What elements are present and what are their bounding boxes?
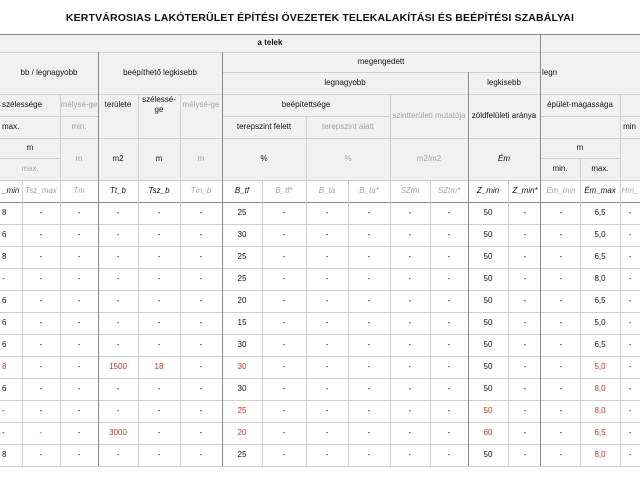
code-cell: B_tf* <box>275 186 293 195</box>
table-cell: 6 <box>2 340 7 349</box>
table-cell: - <box>523 450 527 459</box>
table-cell: - <box>559 274 563 283</box>
table-cell: - <box>447 296 451 305</box>
table-cell: 25 <box>237 450 247 459</box>
table-cell: 50 <box>483 450 493 459</box>
table-cell: - <box>39 406 43 415</box>
table-cell: - <box>39 296 43 305</box>
code-cell: B_ta <box>318 186 336 195</box>
table-cell: - <box>77 450 81 459</box>
table-cell: - <box>628 406 632 415</box>
table-cell: - <box>199 274 203 283</box>
table-cell: - <box>116 296 120 305</box>
table-cell: - <box>628 362 632 371</box>
table-cell: 6 <box>2 230 7 239</box>
table-cell: - <box>628 384 632 393</box>
unit-m-right: m <box>540 138 620 158</box>
table-cell: 6 <box>2 296 7 305</box>
table-cell: - <box>77 208 81 217</box>
table-cell: - <box>77 406 81 415</box>
unit-m2: m2 <box>98 138 138 180</box>
table-cell: - <box>367 406 371 415</box>
table-cell: - <box>367 450 371 459</box>
table-cell: 25 <box>237 406 247 415</box>
table-cell: 5,0 <box>594 318 606 327</box>
table-cell: - <box>408 450 412 459</box>
code-cell: Tm <box>73 186 85 195</box>
unit-m-depth: m <box>60 138 98 180</box>
table-cell: - <box>325 450 329 459</box>
table-cell: - <box>367 296 371 305</box>
table-cell: - <box>523 252 527 261</box>
table-cell: - <box>199 252 203 261</box>
header-megengedett: megengedett <box>222 52 540 72</box>
grid-line <box>540 116 640 117</box>
table-cell: - <box>523 208 527 217</box>
grid-line <box>60 94 61 466</box>
grid-line <box>0 202 640 203</box>
table-cell: - <box>39 318 43 327</box>
grid-line <box>0 334 640 335</box>
table-cell: - <box>628 296 632 305</box>
table-cell: - <box>39 450 43 459</box>
table-cell: - <box>408 318 412 327</box>
grid-line <box>390 94 391 466</box>
grid-line <box>180 94 181 466</box>
table-cell: - <box>408 340 412 349</box>
table-cell: - <box>408 296 412 305</box>
unit-m: m <box>0 138 60 158</box>
header-szelessege-2: szélessé-ge <box>138 94 180 116</box>
table-cell: - <box>408 230 412 239</box>
table-cell: 25 <box>237 252 247 261</box>
table-cell: 50 <box>483 252 493 261</box>
table-cell: 30 <box>237 340 247 349</box>
table-cell: - <box>628 252 632 261</box>
code-cell: Tsz_max <box>25 186 57 195</box>
table-cell: - <box>116 208 120 217</box>
table-cell: - <box>559 252 563 261</box>
unit-min-sub: min. <box>540 158 580 180</box>
unit-em: Ém <box>468 138 540 180</box>
table-cell: 50 <box>483 208 493 217</box>
unit-m2m2: m2/m2 <box>390 138 468 180</box>
table-cell: - <box>116 230 120 239</box>
table-cell: - <box>523 406 527 415</box>
grid-line <box>98 52 99 466</box>
grid-line <box>0 356 640 357</box>
table-cell: 30 <box>237 384 247 393</box>
header-legn: legn <box>540 52 640 94</box>
header-blank-5 <box>98 116 222 138</box>
table-cell: - <box>523 318 527 327</box>
table-cell: - <box>39 362 43 371</box>
table-cell: 25 <box>237 208 247 217</box>
table-cell: - <box>157 318 161 327</box>
table-cell: - <box>77 230 81 239</box>
table-cell: - <box>559 406 563 415</box>
table-cell: 30 <box>237 362 247 371</box>
table-cell: 8 <box>2 450 7 459</box>
table-cell: - <box>157 384 161 393</box>
table-cell: - <box>447 384 451 393</box>
grid-line <box>620 94 621 466</box>
table-cell: - <box>628 428 632 437</box>
table-cell: - <box>447 428 451 437</box>
table-cell: - <box>199 208 203 217</box>
grid-line <box>540 34 541 466</box>
grid-line <box>262 180 263 466</box>
table-cell: 20 <box>237 296 247 305</box>
table-cell: - <box>559 318 563 327</box>
header-szintteruleti: szintterületi mutatója <box>390 94 468 138</box>
table-cell: - <box>116 340 120 349</box>
table-cell: - <box>282 450 286 459</box>
table-cell: - <box>325 296 329 305</box>
table-cell: - <box>199 362 203 371</box>
table-cell: - <box>447 208 451 217</box>
grid-line <box>0 268 640 269</box>
table-cell: 6,5 <box>594 340 606 349</box>
grid-line <box>580 158 581 466</box>
code-cell: Tm_b <box>190 186 212 195</box>
table-cell: - <box>628 274 632 283</box>
table-cell: - <box>282 296 286 305</box>
table-cell: - <box>325 340 329 349</box>
table-cell: - <box>39 252 43 261</box>
table-cell: 8,0 <box>594 274 606 283</box>
code-cell: _min <box>2 186 20 195</box>
grid-line <box>0 246 640 247</box>
table-cell: - <box>367 428 371 437</box>
unit-m-bd: m <box>180 138 222 180</box>
table-cell: - <box>559 296 563 305</box>
code-cell: Tsz_b <box>148 186 170 195</box>
table-cell: - <box>2 428 5 437</box>
table-cell: - <box>282 208 286 217</box>
table-cell: - <box>559 428 563 437</box>
table-cell: - <box>325 274 329 283</box>
unit-max-sub-2: max. <box>580 158 620 180</box>
table-cell: - <box>559 384 563 393</box>
table-cell: - <box>282 274 286 283</box>
table-cell: 8 <box>2 208 7 217</box>
table-cell: 25 <box>237 274 247 283</box>
table-cell: - <box>77 362 81 371</box>
grid-line <box>138 94 139 466</box>
table-cell: - <box>367 252 371 261</box>
table-cell: - <box>282 340 286 349</box>
grid-line <box>0 116 98 117</box>
grid-line <box>0 158 60 159</box>
grid-line <box>0 138 640 139</box>
table-cell: - <box>116 406 120 415</box>
table-cell: - <box>157 340 161 349</box>
table-cell: - <box>157 428 161 437</box>
table-cell: - <box>367 208 371 217</box>
table-cell: - <box>157 230 161 239</box>
table-cell: 5,0 <box>594 362 606 371</box>
table-cell: - <box>447 362 451 371</box>
header-right-top <box>540 34 640 52</box>
table-cell: - <box>559 450 563 459</box>
table-cell: - <box>523 362 527 371</box>
table-cell: - <box>408 384 412 393</box>
grid-line <box>0 94 640 95</box>
grid-line <box>430 180 431 466</box>
table-cell: - <box>523 340 527 349</box>
table-cell: - <box>116 450 120 459</box>
grid-line <box>0 180 640 181</box>
grid-line <box>222 72 540 73</box>
header-legnagyobb: legnagyobb <box>222 72 468 94</box>
header-terepszint-felett: terepszint felett <box>222 116 306 138</box>
table-cell: 6 <box>2 318 7 327</box>
header-melysege: mélysé-ge <box>60 94 98 116</box>
header-beepitheto-legkisebb: beépíthető legkisebb <box>98 52 222 94</box>
code-cell: B_tf <box>234 186 250 195</box>
table-cell: - <box>408 362 412 371</box>
table-cell: - <box>157 252 161 261</box>
table-cell: - <box>282 230 286 239</box>
header-terulete: területe <box>98 94 138 116</box>
header-zoldfeluleti: zöldfelületi aránya <box>468 94 540 138</box>
table-cell: - <box>447 450 451 459</box>
table-cell: 50 <box>483 340 493 349</box>
unit-right-blank <box>620 138 640 180</box>
table-cell: 50 <box>483 362 493 371</box>
unit-pct-2: % <box>306 138 390 180</box>
table-cell: - <box>157 208 161 217</box>
grid-line <box>508 180 509 466</box>
code-cell: Ém_min <box>546 186 576 195</box>
table-cell: - <box>77 318 81 327</box>
table-cell: - <box>116 274 120 283</box>
table-cell: - <box>628 318 632 327</box>
table-cell: 50 <box>483 274 493 283</box>
grid-line <box>306 116 307 466</box>
table-cell: - <box>199 318 203 327</box>
table-cell: - <box>39 428 43 437</box>
table-cell: 3000 <box>109 428 127 437</box>
table-cell: 18 <box>154 362 164 371</box>
code-cell: Z_min* <box>512 186 538 195</box>
unit-max-sub: max. <box>0 158 60 180</box>
table-cell: 8,0 <box>594 450 606 459</box>
table-cell: - <box>77 428 81 437</box>
table-cell: 8 <box>2 362 7 371</box>
table-cell: - <box>367 362 371 371</box>
table-cell: 6,5 <box>594 208 606 217</box>
table-cell: - <box>628 340 632 349</box>
table-cell: - <box>325 208 329 217</box>
table-cell: 50 <box>483 296 493 305</box>
header-right-blank <box>620 94 640 116</box>
table-cell: - <box>77 296 81 305</box>
table-cell: - <box>157 296 161 305</box>
table-cell: 8 <box>2 252 7 261</box>
table-cell: - <box>39 230 43 239</box>
code-cell: Tt_b <box>109 186 126 195</box>
table-cell: - <box>367 274 371 283</box>
grid-line <box>0 466 640 467</box>
table-cell: - <box>282 318 286 327</box>
table-cell: - <box>559 208 563 217</box>
table-cell: - <box>282 384 286 393</box>
table-cell: - <box>325 252 329 261</box>
header-min: min. <box>60 116 98 138</box>
grid-line <box>22 180 23 466</box>
code-cell: SZtm <box>400 186 420 195</box>
table-cell: - <box>39 208 43 217</box>
table-cell: - <box>157 274 161 283</box>
grid-line <box>0 444 640 445</box>
table-cell: 6,5 <box>594 428 606 437</box>
table-cell: 1500 <box>109 362 127 371</box>
header-beepitettsege: beépítettsége <box>222 94 390 116</box>
grid-line <box>0 52 640 53</box>
table-cell: - <box>408 428 412 437</box>
table-cell: - <box>447 230 451 239</box>
table-cell: - <box>523 428 527 437</box>
grid-line <box>348 180 349 466</box>
table-cell: - <box>116 252 120 261</box>
table-cell: - <box>628 208 632 217</box>
table-cell: - <box>367 340 371 349</box>
table-cell: - <box>367 384 371 393</box>
table-cell: - <box>628 230 632 239</box>
table-cell: - <box>282 362 286 371</box>
table-cell: 50 <box>483 406 493 415</box>
table-cell: - <box>367 318 371 327</box>
header-epulet-magassaga: épület-magassága <box>540 94 620 116</box>
table-cell: 8,0 <box>594 406 606 415</box>
table-cell: - <box>199 428 203 437</box>
table-cell: - <box>408 406 412 415</box>
table-cell: - <box>408 208 412 217</box>
table-cell: - <box>282 428 286 437</box>
unit-pct: % <box>222 138 306 180</box>
table-cell: - <box>39 340 43 349</box>
unit-m-b: m <box>138 138 180 180</box>
table-cell: - <box>408 252 412 261</box>
table-cell: 50 <box>483 384 493 393</box>
table-cell: - <box>447 340 451 349</box>
header-legkisebb: legkisebb <box>468 72 540 94</box>
header-melysege-2: mélysé-ge <box>180 94 222 116</box>
table-cell: - <box>559 340 563 349</box>
code-cell: Z_min <box>476 186 500 195</box>
header-szelessege: szélessége <box>0 94 60 116</box>
table-cell: 8,0 <box>594 384 606 393</box>
table-cell: - <box>199 296 203 305</box>
table-cell: - <box>447 318 451 327</box>
table-cell: - <box>199 340 203 349</box>
table-cell: 50 <box>483 230 493 239</box>
table-cell: - <box>325 230 329 239</box>
table-cell: - <box>77 340 81 349</box>
table-cell: - <box>77 384 81 393</box>
header-a-telek: a telek <box>0 34 540 52</box>
table-cell: - <box>559 362 563 371</box>
grid-line <box>0 312 640 313</box>
table-cell: - <box>282 406 286 415</box>
table-cell: - <box>199 406 203 415</box>
table-cell: - <box>325 428 329 437</box>
table-cell: - <box>447 406 451 415</box>
table-cell: - <box>2 274 5 283</box>
table-cell: - <box>199 230 203 239</box>
table-cell: 60 <box>483 428 493 437</box>
code-cell: B_ta* <box>359 186 379 195</box>
table-cell: - <box>559 230 563 239</box>
grid-line <box>0 224 640 225</box>
grid-line <box>0 290 640 291</box>
table-cell: - <box>325 384 329 393</box>
table-cell: - <box>39 384 43 393</box>
table-cell: - <box>2 406 5 415</box>
table-cell: - <box>116 318 120 327</box>
table-cell: - <box>523 230 527 239</box>
header-legkisebb-legnagyobb: bb / legnagyobb <box>0 52 98 94</box>
table-cell: - <box>77 252 81 261</box>
table-cell: - <box>157 450 161 459</box>
table-cell: 20 <box>237 428 247 437</box>
header-terepszint-alatt: terepszint alatt <box>306 116 390 138</box>
table-cell: - <box>325 406 329 415</box>
grid-line <box>468 72 469 466</box>
table-cell: - <box>199 450 203 459</box>
table-cell: 6,5 <box>594 296 606 305</box>
table-cell: - <box>157 406 161 415</box>
table-cell: - <box>367 230 371 239</box>
table-cell: - <box>325 318 329 327</box>
code-cell: Hm_ <box>621 186 639 195</box>
table-cell: - <box>628 450 632 459</box>
code-cell: Ém_max <box>584 186 616 195</box>
table-cell: - <box>447 274 451 283</box>
table-cell: 30 <box>237 230 247 239</box>
table-cell: - <box>325 362 329 371</box>
header-min-right: min <box>540 116 640 138</box>
table-title: KERTVÁROSIAS LAKÓTERÜLET ÉPÍTÉSI ÖVEZETEK TELEKALAKÍTÁSI ÉS BEÉPÍTÉSI SZABÁLYAI <box>65 12 575 24</box>
grid-line <box>0 378 640 379</box>
table-cell: 15 <box>237 318 247 327</box>
table-cell: 5,0 <box>594 230 606 239</box>
table-cell: - <box>199 384 203 393</box>
table-cell: - <box>408 274 412 283</box>
grid-line <box>0 34 640 35</box>
code-cell: SZtm* <box>437 186 461 195</box>
table-cell: - <box>523 384 527 393</box>
table-cell: 50 <box>483 318 493 327</box>
table-cell: - <box>39 274 43 283</box>
table-cell: - <box>447 252 451 261</box>
table-cell: - <box>523 296 527 305</box>
table-cell: - <box>523 274 527 283</box>
header-max: max. <box>0 116 60 138</box>
table-cell: - <box>116 384 120 393</box>
table-cell: - <box>77 274 81 283</box>
grid-line <box>0 422 640 423</box>
grid-line <box>222 52 223 466</box>
table-cell: 6 <box>2 384 7 393</box>
table-cell: - <box>282 252 286 261</box>
table-cell: 6,5 <box>594 252 606 261</box>
grid-line <box>0 400 640 401</box>
